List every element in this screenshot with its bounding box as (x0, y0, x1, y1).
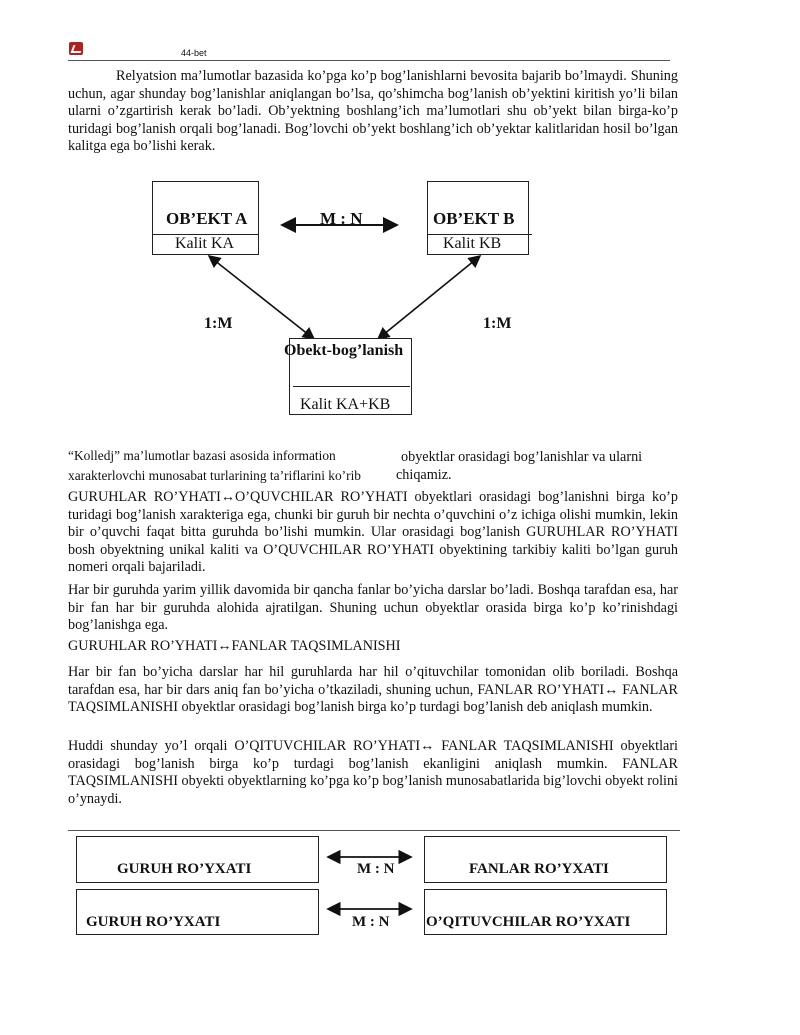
right-relation-label: 1:M (483, 315, 512, 332)
para2-line1-b: obyektlar orasidagi bog’lanishlar va ularni (401, 449, 643, 465)
object-a-key: Kalit KA (175, 235, 235, 252)
paragraph-groups-subjects: Har bir guruhda yarim yillik davomida bir qancha fanlar bo’yicha darslar bo’ladi. Boshqa tarafdan esa, har bir fan har bir guruhda alohida ajratilgan. Shuning uchun obyektlar orasida birga ko’p ko’rinishdagi bog’lanishga ega. (68, 582, 678, 634)
paragraph-teachers-distribution: Huddi shunday yo’l orqali O’QITUVCHILAR RO’YHATI↔ FANLAR TAQSIMLANISHI obyektlari orasidagi bog’lanish birga ko’p turdagi bog’lanish ekanligini aniqlash mumkin. FANLAR TAQSIMLANISHI obyekti obyektlarning ko’pga ko’p bog’lanish munosabatlarida big’lovchi obyekt rolini o’ynaydi. (68, 738, 678, 807)
object-a-title: OB’EKT A (166, 209, 248, 228)
row2-mid-label: M : N (352, 914, 390, 930)
paragraph-groups-students: GURUHLAR RO’YHATI↔O’QUVCHILAR RO’YHATI obyektlari orasidagi bog’lanishni birga ko’p turidagi bog’lanish xarakteriga ega, chunki bir guruh bir nechta o’quvchini o’z ichiga olishi mumkin, lekin bir o’quvchi faqat bitta guruhda bo’lishi mumkin. Ular orasidagi bog’lanish GURUHLAR RO’YHATI bosh obyektning unikal kaliti va O’QUVCHILAR RO’YHATI obyektining tarkibiy kaliti bo’lgan guruh nomeri orqali bajariladi. (68, 489, 678, 576)
paragraph-subjects-distribution: Har bir fan bo’yicha darslar har hil guruhlarda har hil o’qituvchilar tomonidan olib boriladi. Boshqa tarafdan esa, har bir dars aniq fan bo’yicha o’tkaziladi, shuning uchun, FANLAR RO’YHATI↔ FANLAR TAQSIMLANISHI obyektlar orasidagi bog’lanish birga ko’p turdagi bog’lanish deb aniqlash mumkin. (68, 664, 678, 716)
row2-right-label: O’QITUVCHILAR RO’YXATI (426, 914, 631, 930)
row1-right-label: FANLAR RO’YXATI (469, 861, 609, 877)
mn-label: M : N (320, 209, 363, 228)
paragraph-intro: Relyatsion ma’lumotlar bazasida ko’pga ko’p bog’lanishlarni bevosita bajarib bo’lmaydi. Shuning uchun, agar shunday bog’lanishlar aniqlangan bo’lsa, qo’shimcha bog’lanish ob’yektini kiritish yo’li bilan ularni o’zgartirish kerak bo’ladi. Ob’yektning boshlang’ich ma’lumotlari shu ob’yekt bilan birga-ko’p turidagi bog’lanish orqali bog’lanadi. Bog’lovchi ob’yekt boshlang’ich ob’yektar kalitlaridan hosil bo’lgan kalitga ega bo’lishi kerak. (68, 68, 678, 155)
object-b-key: Kalit KB (443, 235, 502, 252)
link-object-title: Obekt-bog’lanish (284, 342, 404, 359)
para2-line1-a: “Kolledj” ma’lumotlar bazasi asosida information (68, 448, 336, 463)
para2-line2-b: chiqamiz. (396, 467, 452, 483)
page-number: 44-bet (181, 48, 207, 58)
row1-left-label: GURUH RO’YXATI (117, 861, 252, 877)
para2-line2-a: xarakterlovchi munosabat turlarining ta’riflarini ko’rib (68, 468, 362, 483)
left-relation-label: 1:M (204, 315, 233, 332)
row1-mid-label: M : N (357, 861, 395, 877)
object-b-title: OB’EKT B (433, 209, 515, 228)
paragraph-relation-heading: GURUHLAR RO’YHATI↔FANLAR TAQSIMLANISHI (68, 638, 401, 654)
link-object-key: Kalit KA+KB (300, 396, 391, 413)
row2-left-label: GURUH RO’YXATI (86, 914, 221, 930)
